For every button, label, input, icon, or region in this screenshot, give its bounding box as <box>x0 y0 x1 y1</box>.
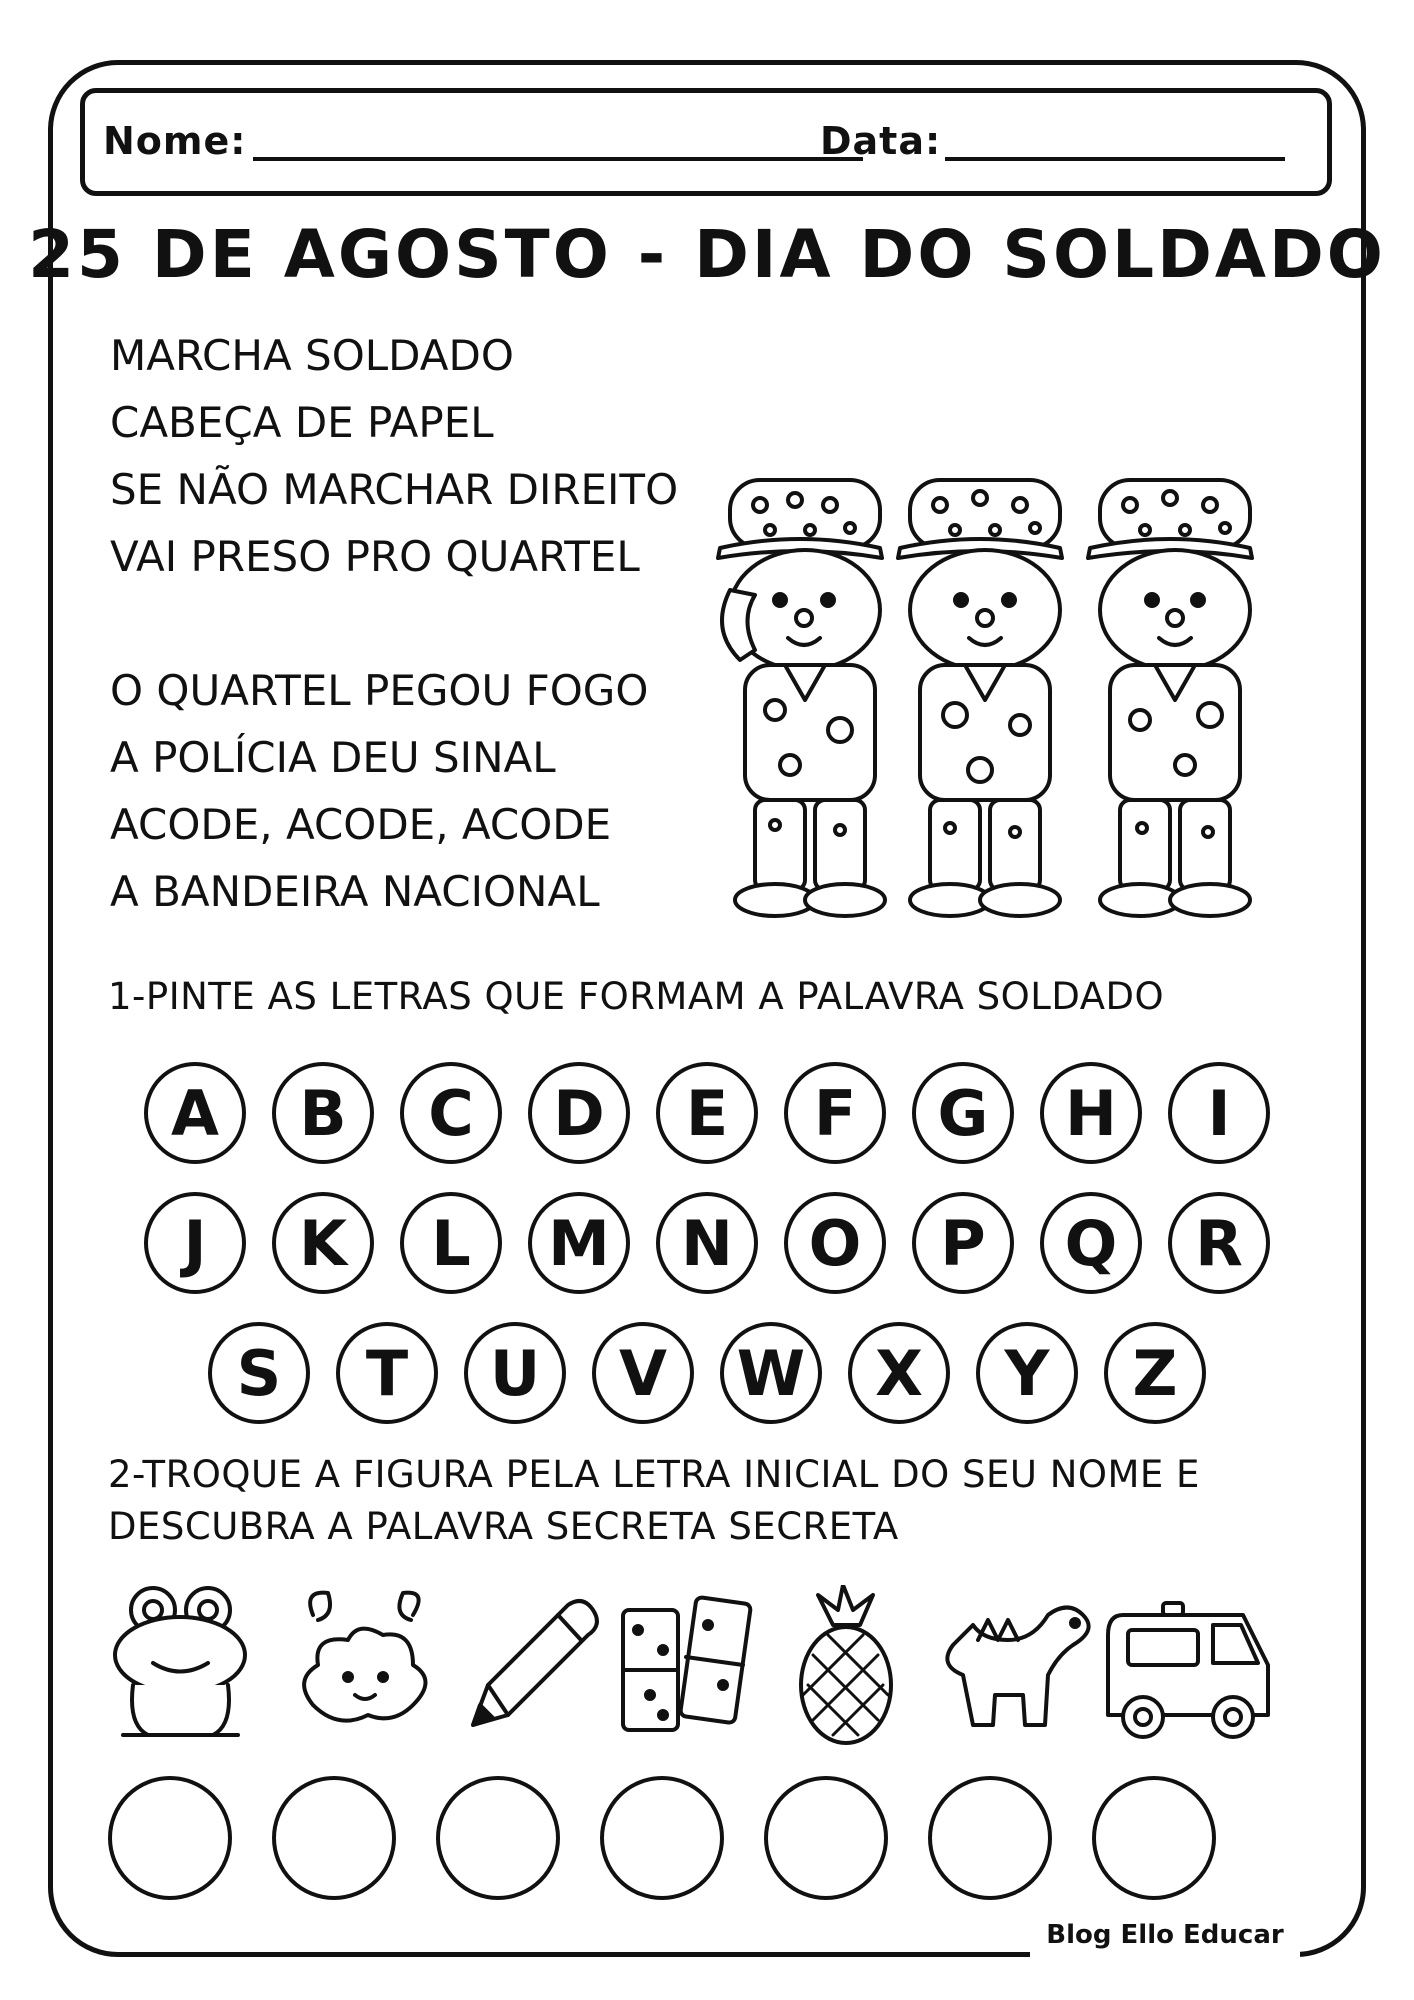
answer-circle[interactable] <box>1092 1776 1216 1900</box>
letter-circle[interactable]: W <box>720 1322 822 1424</box>
letter-circle[interactable]: A <box>144 1062 246 1164</box>
pineapple-icon <box>801 1585 891 1743</box>
header-box <box>80 88 1332 196</box>
cloud-icon <box>304 1593 425 1721</box>
soldier-right-icon <box>1088 480 1252 916</box>
exercise1-instruction: 1-PINTE AS LETRAS QUE FORMAM A PALAVRA SOLDADO <box>108 975 1165 1018</box>
letter-circle[interactable]: M <box>528 1192 630 1294</box>
poem-line: VAI PRESO PRO QUARTEL <box>110 532 640 581</box>
letter-circle[interactable]: L <box>400 1192 502 1294</box>
letter-circle[interactable]: Q <box>1040 1192 1142 1294</box>
exercise2-instruction-line2: DESCUBRA A PALAVRA SECRETA SECRETA <box>108 1505 899 1548</box>
answer-circle[interactable] <box>436 1776 560 1900</box>
letter-circle[interactable]: K <box>272 1192 374 1294</box>
letter-circle[interactable]: S <box>208 1322 310 1424</box>
letter-circle[interactable]: T <box>336 1322 438 1424</box>
letter-row-3 <box>0 1322 1414 1424</box>
letter-circle[interactable]: U <box>464 1322 566 1424</box>
soldier-left-icon <box>718 480 885 916</box>
letter-circle[interactable]: C <box>400 1062 502 1164</box>
letter-circle[interactable]: H <box>1040 1062 1142 1164</box>
letter-circle[interactable]: G <box>912 1062 1014 1164</box>
letter-circle[interactable]: D <box>528 1062 630 1164</box>
poem <box>110 322 678 925</box>
letter-circle[interactable]: R <box>1168 1192 1270 1294</box>
footer-credit: Blog Ello Educar <box>1030 1920 1300 1960</box>
answer-circle[interactable] <box>600 1776 724 1900</box>
poem-line: SE NÃO MARCHAR DIREITO <box>110 465 679 514</box>
letter-row-1 <box>0 1062 1414 1164</box>
poem-line: CABEÇA DE PAPEL <box>110 398 494 447</box>
dinosaur-icon <box>947 1608 1088 1726</box>
domino-icon <box>623 1597 751 1730</box>
poem-line: A BANDEIRA NACIONAL <box>110 867 600 916</box>
picture-row <box>108 1585 1278 1745</box>
frog-icon <box>115 1588 245 1735</box>
letter-circle[interactable]: X <box>848 1322 950 1424</box>
poem-line: O QUARTEL PEGOU FOGO <box>110 666 649 715</box>
soldier-middle-icon <box>898 480 1062 916</box>
stanza-gap <box>110 590 678 657</box>
date-label: Data: <box>820 119 942 163</box>
letter-circle[interactable]: O <box>784 1192 886 1294</box>
letter-circle[interactable]: Z <box>1104 1322 1206 1424</box>
poem-line: ACODE, ACODE, ACODE <box>110 800 612 849</box>
answer-circle[interactable] <box>108 1776 232 1900</box>
letter-circle[interactable]: J <box>144 1192 246 1294</box>
letter-row-2 <box>0 1192 1414 1294</box>
letter-circle[interactable]: B <box>272 1062 374 1164</box>
date-field[interactable] <box>945 157 1285 161</box>
answer-circle[interactable] <box>764 1776 888 1900</box>
letter-circle[interactable]: V <box>592 1322 694 1424</box>
pencil-icon <box>473 1601 597 1725</box>
poem-line: MARCHA SOLDADO <box>110 331 514 380</box>
exercise2-instruction-line1: 2-TROQUE A FIGURA PELA LETRA INICIAL DO SEU NOME E <box>108 1453 1200 1496</box>
ambulance-icon <box>1108 1603 1268 1737</box>
name-label: Nome: <box>103 119 247 163</box>
letter-circle[interactable]: P <box>912 1192 1014 1294</box>
letter-circle[interactable]: N <box>656 1192 758 1294</box>
letter-circle[interactable]: F <box>784 1062 886 1164</box>
answer-circle[interactable] <box>272 1776 396 1900</box>
page-title: 25 DE AGOSTO - DIA DO SOLDADO <box>28 216 1386 293</box>
answer-row <box>108 1776 1216 1900</box>
answer-circle[interactable] <box>928 1776 1052 1900</box>
name-field[interactable] <box>253 157 863 161</box>
soldiers-illustration <box>700 460 1285 960</box>
poem-line: A POLÍCIA DEU SINAL <box>110 733 556 782</box>
letter-circle[interactable]: Y <box>976 1322 1078 1424</box>
letter-circle[interactable]: I <box>1168 1062 1270 1164</box>
letter-circle[interactable]: E <box>656 1062 758 1164</box>
